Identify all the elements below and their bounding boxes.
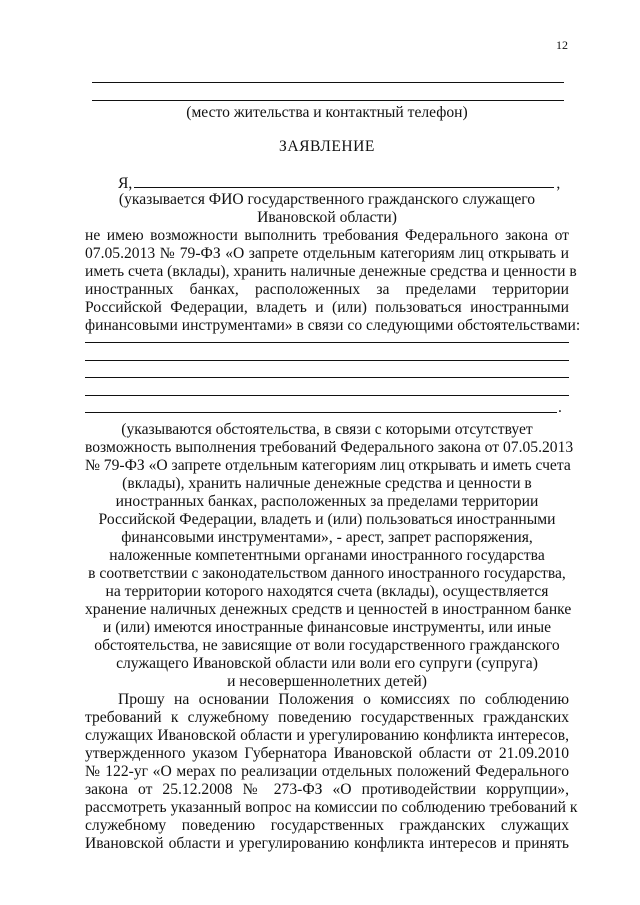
circumstances-blank-line-5 xyxy=(85,412,557,413)
request-line: утвержденного указом Губернатора Ивановской области от 21.09.2010 xyxy=(85,745,569,762)
residence-caption: (место жительства и контактный телефон) xyxy=(186,104,468,121)
circumstances-caption-line: и несовершеннолетних детей) xyxy=(227,673,427,690)
circumstances-caption-line: Российской Федерации, владеть и (или) пользоваться иностранными xyxy=(98,511,556,528)
statement-line: иметь счета (вклады), хранить наличные денежные средства и ценности в xyxy=(85,263,577,280)
circumstances-blank-line-1 xyxy=(85,342,569,343)
circumstances-caption-line: возможность выполнения требований Федерального закона от 07.05.2013 xyxy=(85,439,574,456)
page-number: 12 xyxy=(556,38,568,52)
residence-blank-line-1 xyxy=(92,82,564,83)
request-line: закона от 25.12.2008 № 273-ФЗ «О противодействии коррупции», xyxy=(85,781,569,798)
circumstances-caption-line: (вклады), хранить наличные денежные средства и ценности в xyxy=(122,475,532,492)
request-line: Ивановской области и урегулированию конфликта интересов и принять xyxy=(85,835,569,852)
request-line: рассмотреть указанный вопрос на комиссии по соблюдению требований к xyxy=(85,799,578,816)
statement-line: финансовыми инструментами» в связи со следующими обстоятельствами: xyxy=(85,317,581,334)
circumstances-blank-line-3 xyxy=(85,377,569,378)
statement-line: иностранных банках, расположенных за пределами территории xyxy=(85,281,569,298)
document-title: ЗАЯВЛЕНИЕ xyxy=(279,138,375,155)
circumstances-caption-line: (указываются обстоятельства, в связи с которыми отсутствует xyxy=(121,421,533,438)
applicant-pronoun: Я, xyxy=(118,175,133,192)
applicant-name-blank xyxy=(134,173,554,188)
circumstances-caption-line: на территории которого находятся счета (вклады), осуществляется xyxy=(105,583,549,600)
circumstances-caption-line: служащего Ивановской области или воли его супруги (супруга) xyxy=(116,655,538,672)
circumstances-caption-line: хранение наличных денежных средств и ценностей в иностранном банке xyxy=(85,601,572,618)
circumstances-caption-line: в соответствии с законодательством данного иностранного государства, xyxy=(88,565,566,582)
circumstances-caption-line: иностранных банках, расположенных за пределами территории xyxy=(115,493,539,510)
statement-line: не имею возможности выполнить требования Федерального закона от xyxy=(85,227,569,244)
statement-line: 07.05.2013 № 79-ФЗ «О запрете отдельным категориям лиц открывать и xyxy=(85,245,569,262)
residence-blank-line-2 xyxy=(92,100,564,101)
circumstances-blank-line-4 xyxy=(85,395,569,396)
circumstances-caption-line: обстоятельства, не зависящие от воли государственного гражданского xyxy=(94,637,560,654)
request-line: служащих Ивановской области и урегулированию конфликта интересов, xyxy=(85,727,569,744)
circumstances-blank-line-2 xyxy=(85,360,569,361)
circumstances-caption-line: № 79-ФЗ «О запрете отдельным категориям лиц открывать и иметь счета xyxy=(85,457,571,474)
request-line: требований к служебному поведению государственных гражданских xyxy=(85,709,569,726)
fio-caption-line-2: Ивановской области) xyxy=(257,209,397,226)
circumstances-end-mark: . xyxy=(558,399,562,416)
fio-caption-line-1: (указывается ФИО государственного гражданского служащего xyxy=(118,191,536,208)
statement-line: Российской Федерации, владеть и (или) пользоваться иностранными xyxy=(85,299,569,316)
request-line: № 122-уг «О мерах по реализации отдельных положений Федерального xyxy=(85,763,569,780)
request-line: Прошу на основании Положения о комиссиях по соблюдению xyxy=(118,691,569,708)
circumstances-caption-line: наложенные компетентными органами иностранного государства xyxy=(109,547,545,564)
request-line: служебному поведению государственных гражданских служащих xyxy=(85,817,569,834)
applicant-line-end: , xyxy=(556,175,561,192)
circumstances-caption-line: финансовыми инструментами», - арест, запрет распоряжения, xyxy=(121,529,533,546)
circumstances-caption-line: и (или) имеются иностранные финансовые инструменты, или иные xyxy=(102,619,551,636)
